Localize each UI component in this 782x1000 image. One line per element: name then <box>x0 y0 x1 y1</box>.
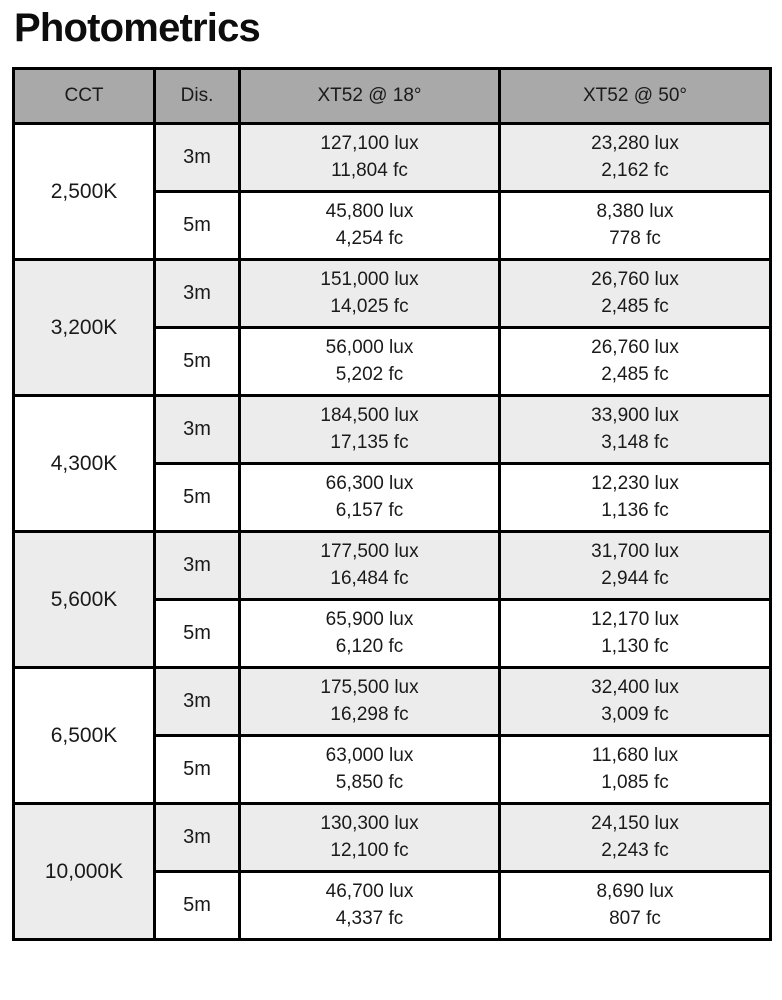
lux-value: 8,690 lux <box>596 881 674 903</box>
page-title: Photometrics <box>14 6 261 50</box>
photometric-cell-50 <box>500 464 771 532</box>
fc-value: 778 fc <box>609 227 661 249</box>
fc-value: 2,485 fc <box>601 363 669 385</box>
fc-value: 4,337 fc <box>335 907 404 929</box>
photometric-cell-18 <box>240 464 500 532</box>
lux-value: 65,900 lux <box>325 609 414 631</box>
table-header <box>14 69 771 124</box>
lux-value: 8,380 lux <box>596 201 674 223</box>
lux-value: 26,760 lux <box>591 269 679 291</box>
photometrics-table <box>12 67 772 941</box>
fc-value: 807 fc <box>609 907 661 929</box>
photometric-cell-50 <box>500 668 771 736</box>
photometric-cell-18 <box>240 600 500 668</box>
photometric-cell-50 <box>500 260 771 328</box>
distance-cell: 3m <box>155 124 240 192</box>
photometric-cell-18 <box>240 396 500 464</box>
cct-cell: 10,000K <box>14 804 155 940</box>
section-2500k <box>14 124 771 260</box>
table-row <box>14 804 771 872</box>
lux-value: 46,700 lux <box>325 881 414 903</box>
fc-value: 5,850 fc <box>335 771 404 793</box>
lux-value: 12,230 lux <box>591 473 679 495</box>
lux-value: 23,280 lux <box>591 133 679 155</box>
fc-value: 12,100 fc <box>330 839 409 861</box>
fc-value: 16,298 fc <box>330 703 409 725</box>
lux-value: 175,500 lux <box>320 677 419 699</box>
table-row <box>14 668 771 736</box>
distance-cell: 3m <box>155 532 240 600</box>
fc-value: 2,243 fc <box>601 839 669 861</box>
lux-value: 130,300 lux <box>320 813 419 835</box>
lux-value: 26,760 lux <box>591 337 679 359</box>
photometric-cell-50 <box>500 532 771 600</box>
distance-cell: 5m <box>155 328 240 396</box>
fc-value: 3,148 fc <box>601 431 669 453</box>
header-xt52-50: XT52 @ 50° <box>500 69 771 124</box>
header-row <box>14 69 771 124</box>
distance-cell: 3m <box>155 804 240 872</box>
section-3200k <box>14 260 771 396</box>
header-xt52-18: XT52 @ 18° <box>240 69 500 124</box>
table-row <box>14 260 771 328</box>
section-6500k <box>14 668 771 804</box>
photometric-cell-18 <box>240 124 500 192</box>
photometric-cell-50 <box>500 736 771 804</box>
lux-value: 127,100 lux <box>320 133 419 155</box>
fc-value: 2,485 fc <box>601 295 669 317</box>
lux-value: 32,400 lux <box>591 677 679 699</box>
lux-value: 33,900 lux <box>591 405 679 427</box>
distance-cell: 5m <box>155 872 240 940</box>
lux-value: 11,680 lux <box>591 745 679 767</box>
photometric-cell-50 <box>500 872 771 940</box>
lux-value: 31,700 lux <box>591 541 679 563</box>
fc-value: 5,202 fc <box>335 363 404 385</box>
photometric-cell-50 <box>500 328 771 396</box>
section-4300k <box>14 396 771 532</box>
section-5600k <box>14 532 771 668</box>
cct-cell: 6,500K <box>14 668 155 804</box>
lux-value: 56,000 lux <box>325 337 414 359</box>
fc-value: 1,136 fc <box>601 499 669 521</box>
lux-value: 12,170 lux <box>591 609 679 631</box>
fc-value: 17,135 fc <box>330 431 409 453</box>
photometric-cell-50 <box>500 396 771 464</box>
lux-value: 66,300 lux <box>325 473 414 495</box>
cct-cell: 4,300K <box>14 396 155 532</box>
photometric-cell-50 <box>500 804 771 872</box>
table-row <box>14 532 771 600</box>
distance-cell: 3m <box>155 396 240 464</box>
distance-cell: 5m <box>155 600 240 668</box>
photometric-cell-18 <box>240 260 500 328</box>
fc-value: 3,009 fc <box>601 703 669 725</box>
distance-cell: 3m <box>155 260 240 328</box>
lux-value: 177,500 lux <box>320 541 419 563</box>
lux-value: 184,500 lux <box>320 405 419 427</box>
photometric-cell-18 <box>240 192 500 260</box>
cct-cell: 5,600K <box>14 532 155 668</box>
photometric-cell-50 <box>500 124 771 192</box>
distance-cell: 5m <box>155 192 240 260</box>
fc-value: 6,120 fc <box>335 635 404 657</box>
fc-value: 16,484 fc <box>330 567 409 589</box>
fc-value: 1,085 fc <box>601 771 669 793</box>
header-dis: Dis. <box>155 69 240 124</box>
photometric-cell-18 <box>240 532 500 600</box>
distance-cell: 5m <box>155 736 240 804</box>
table-row <box>14 396 771 464</box>
section-10000k <box>14 804 771 940</box>
photometric-cell-18 <box>240 668 500 736</box>
table-row <box>14 124 771 192</box>
photometric-cell-18 <box>240 736 500 804</box>
fc-value: 14,025 fc <box>330 295 409 317</box>
fc-value: 2,162 fc <box>601 159 669 181</box>
distance-cell: 3m <box>155 668 240 736</box>
photometric-cell-18 <box>240 872 500 940</box>
lux-value: 63,000 lux <box>325 745 414 767</box>
photometric-cell-18 <box>240 328 500 396</box>
cct-cell: 3,200K <box>14 260 155 396</box>
fc-value: 4,254 fc <box>335 227 404 249</box>
distance-cell: 5m <box>155 464 240 532</box>
fc-value: 11,804 fc <box>331 159 408 181</box>
lux-value: 24,150 lux <box>591 813 679 835</box>
header-cct: CCT <box>14 69 155 124</box>
photometric-cell-18 <box>240 804 500 872</box>
lux-value: 45,800 lux <box>325 201 414 223</box>
lux-value: 151,000 lux <box>320 269 419 291</box>
photometric-cell-50 <box>500 600 771 668</box>
cct-cell: 2,500K <box>14 124 155 260</box>
fc-value: 6,157 fc <box>335 499 404 521</box>
fc-value: 2,944 fc <box>601 567 669 589</box>
fc-value: 1,130 fc <box>601 635 669 657</box>
photometric-cell-50 <box>500 192 771 260</box>
